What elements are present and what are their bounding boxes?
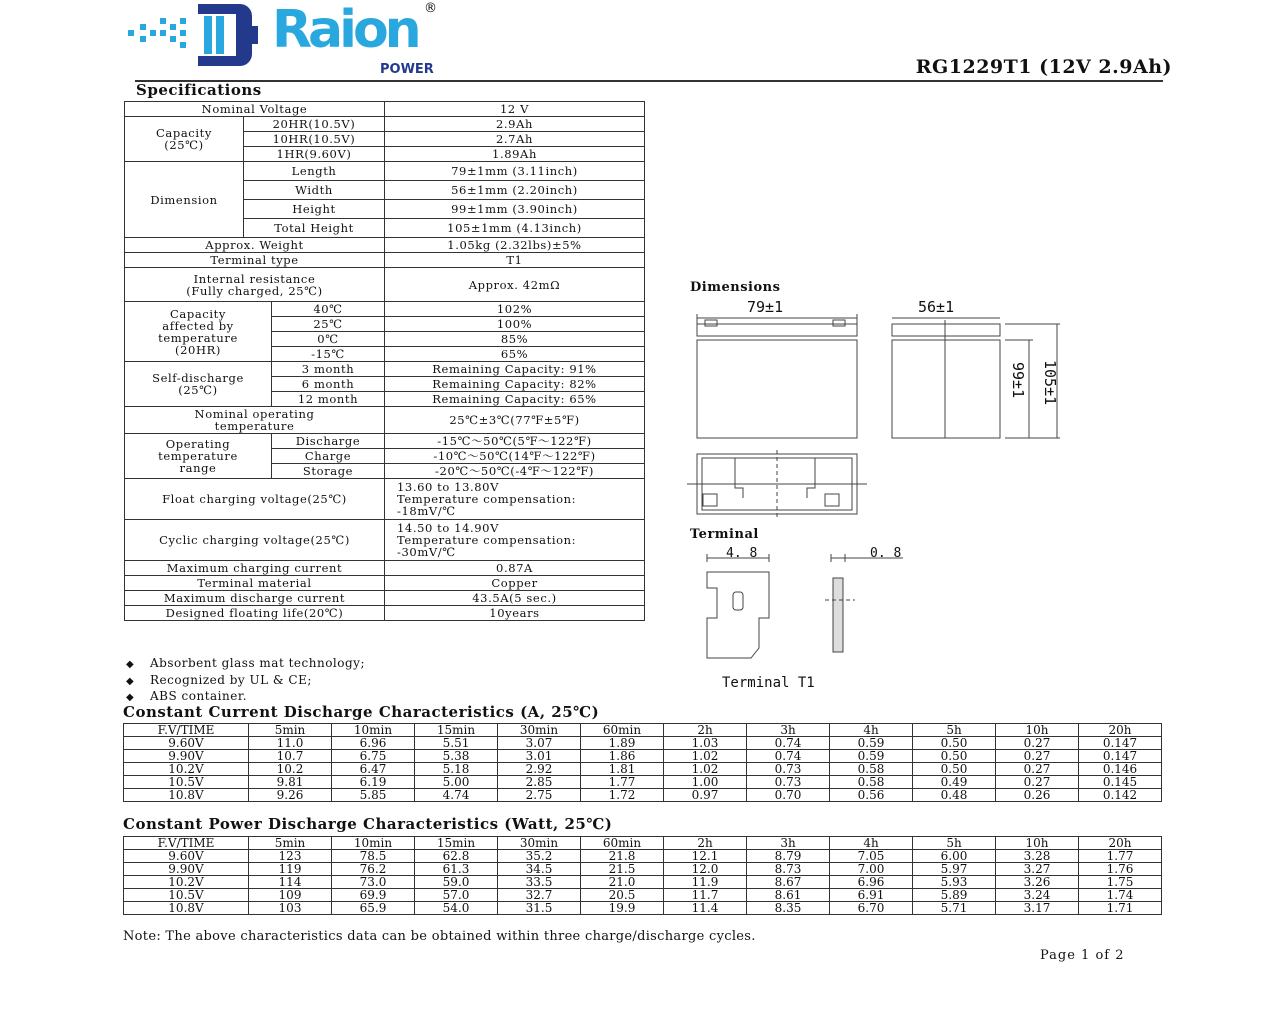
column-header: 10h	[996, 837, 1079, 850]
spec-value: 85%	[385, 332, 645, 347]
table-cell: 0.59	[830, 750, 913, 763]
table-cell: 54.0	[415, 902, 498, 915]
table-cell: 34.5	[498, 863, 581, 876]
table-cell: 0.58	[830, 763, 913, 776]
table-cell: 0.26	[996, 789, 1079, 802]
spec-label: Nominal Voltage	[125, 102, 385, 117]
spec-row	[125, 362, 645, 377]
table-cell: 0.142	[1079, 789, 1162, 802]
spec-label: Internal resistance (Fully charged, 25℃)	[125, 268, 385, 302]
spec-value: -20℃～50℃(-4℉～122℉)	[385, 464, 645, 479]
diamond-bullet-icon: ◆	[126, 692, 135, 703]
table-cell: 109	[249, 889, 332, 902]
spec-value: 1.89Ah	[385, 147, 645, 162]
column-header: 4h	[830, 837, 913, 850]
table-cell: 0.145	[1079, 776, 1162, 789]
column-header: F.V/TIME	[124, 837, 249, 850]
table-cell: 19.9	[581, 902, 664, 915]
spec-value: 10years	[385, 606, 645, 621]
spec-value: Remaining Capacity: 91%	[385, 362, 645, 377]
spec-value: 43.5A(5 sec.)	[385, 591, 645, 606]
spec-value: Remaining Capacity: 65%	[385, 392, 645, 407]
column-header: 60min	[581, 724, 664, 737]
table-cell: 3.26	[996, 876, 1079, 889]
table-cell: 0.27	[996, 763, 1079, 776]
spec-row	[125, 302, 645, 317]
column-header: 5h	[913, 724, 996, 737]
table-row	[124, 889, 1162, 902]
spec-group-label: Operating temperature range	[125, 434, 272, 479]
spec-value: 25℃±3℃(77℉±5℉)	[385, 407, 645, 434]
column-header: 3h	[747, 837, 830, 850]
table-cell: 62.8	[415, 850, 498, 863]
spec-row	[125, 561, 645, 576]
table-cell: 6.19	[332, 776, 415, 789]
table-cell: 61.3	[415, 863, 498, 876]
table-cell: 0.27	[996, 776, 1079, 789]
table-cell: 8.79	[747, 850, 830, 863]
spec-value: 105±1mm (4.13inch)	[385, 219, 645, 238]
column-header: 3h	[747, 724, 830, 737]
table-cell: 1.02	[664, 763, 747, 776]
spec-label: Approx. Weight	[125, 238, 385, 253]
table-cell: 0.50	[913, 750, 996, 763]
table-cell: 5.85	[332, 789, 415, 802]
feature-text: Absorbent glass mat technology;	[150, 656, 365, 670]
feature-text: Recognized by UL & CE;	[150, 672, 312, 687]
spec-row	[125, 434, 645, 449]
spec-label: Terminal material	[125, 576, 385, 591]
spec-value: -10℃～50℃(14℉～122℉)	[385, 449, 645, 464]
table-cell: 0.56	[830, 789, 913, 802]
spec-value: Remaining Capacity: 82%	[385, 377, 645, 392]
header-row	[124, 837, 1162, 850]
table-cell: 3.01	[498, 750, 581, 763]
spec-sub-label: Length	[244, 162, 385, 181]
spec-value: 12 V	[385, 102, 645, 117]
table-cell: 0.74	[747, 737, 830, 750]
spec-group-label: Dimension	[125, 162, 244, 238]
spec-value: -15℃～50℃(5℉～122℉)	[385, 434, 645, 449]
table-cell: 11.9	[664, 876, 747, 889]
spec-sub-label: Width	[244, 181, 385, 200]
column-header: 60min	[581, 837, 664, 850]
table-cell: 11.0	[249, 737, 332, 750]
table-cell: 0.50	[913, 763, 996, 776]
table-cell: 6.70	[830, 902, 913, 915]
length-dimension: 79±1	[747, 298, 784, 316]
spec-row	[125, 606, 645, 621]
spec-row	[125, 591, 645, 606]
table-cell: 0.147	[1079, 750, 1162, 763]
table-cell: 1.77	[1079, 850, 1162, 863]
column-header: 4h	[830, 724, 913, 737]
table-cell: 114	[249, 876, 332, 889]
table-cell: 3.28	[996, 850, 1079, 863]
table-cell: 9.60V	[124, 850, 249, 863]
spec-label: Terminal type	[125, 253, 385, 268]
column-header: 20h	[1079, 724, 1162, 737]
spec-group-label: Self-discharge (25℃)	[125, 362, 272, 407]
table-cell: 1.86	[581, 750, 664, 763]
table-cell: 0.58	[830, 776, 913, 789]
feature-list	[126, 656, 365, 706]
table-cell: 11.4	[664, 902, 747, 915]
brand-logo-sub: POWER	[380, 62, 434, 77]
column-header: 5h	[913, 837, 996, 850]
spec-value: 102%	[385, 302, 645, 317]
feature-text: ABS container.	[150, 689, 248, 703]
spec-value: Approx. 42mΩ	[385, 268, 645, 302]
table-cell: 0.27	[996, 737, 1079, 750]
table-cell: 1.71	[1079, 902, 1162, 915]
table-cell: 6.47	[332, 763, 415, 776]
table-cell: 0.146	[1079, 763, 1162, 776]
table-cell: 10.5V	[124, 776, 249, 789]
table-cell: 1.77	[581, 776, 664, 789]
table-cell: 1.03	[664, 737, 747, 750]
column-header: F.V/TIME	[124, 724, 249, 737]
spec-value: 79±1mm (3.11inch)	[385, 162, 645, 181]
table-cell: 10.2V	[124, 763, 249, 776]
power-discharge-table	[123, 836, 1162, 915]
table-cell: 1.76	[1079, 863, 1162, 876]
spec-label: Maximum discharge current	[125, 591, 385, 606]
table-cell: 0.50	[913, 737, 996, 750]
table-cell: 0.73	[747, 763, 830, 776]
table-cell: 33.5	[498, 876, 581, 889]
note-text: Note: The above characteristics data can be obtained within three charge/discharge cycles.	[123, 929, 756, 944]
spec-sub-label: Height	[244, 200, 385, 219]
table-cell: 2.85	[498, 776, 581, 789]
table-cell: 0.27	[996, 750, 1079, 763]
column-header: 15min	[415, 837, 498, 850]
table-cell: 7.00	[830, 863, 913, 876]
column-header: 30min	[498, 837, 581, 850]
spec-value: 13.60 to 13.80V Temperature compensation: -18mV/℃	[385, 479, 645, 520]
table-cell: 1.75	[1079, 876, 1162, 889]
table-cell: 9.81	[249, 776, 332, 789]
spec-sub-label: -15℃	[272, 347, 385, 362]
table-row	[124, 876, 1162, 889]
spec-value: 56±1mm (2.20inch)	[385, 181, 645, 200]
table-cell: 0.70	[747, 789, 830, 802]
spec-sub-label: 1HR(9.60V)	[244, 147, 385, 162]
table-cell: 8.35	[747, 902, 830, 915]
spec-value: T1	[385, 253, 645, 268]
table-cell: 0.59	[830, 737, 913, 750]
column-header: 5min	[249, 837, 332, 850]
spec-value: Copper	[385, 576, 645, 591]
height-dimension: 99±1	[1009, 362, 1027, 399]
table-row	[124, 776, 1162, 789]
table-cell: 5.93	[913, 876, 996, 889]
spec-row	[125, 117, 645, 132]
column-header: 2h	[664, 724, 747, 737]
spec-label: Float charging voltage(25℃)	[125, 479, 385, 520]
table-cell: 8.61	[747, 889, 830, 902]
table-cell: 12.1	[664, 850, 747, 863]
table-cell: 1.74	[1079, 889, 1162, 902]
table-row	[124, 750, 1162, 763]
table-cell: 20.5	[581, 889, 664, 902]
table-cell: 31.5	[498, 902, 581, 915]
diamond-bullet-icon: ◆	[126, 659, 135, 670]
power-discharge-title: Constant Power Discharge Characteristics (Watt, 25℃)	[123, 815, 613, 833]
table-cell: 21.5	[581, 863, 664, 876]
spec-row	[125, 238, 645, 253]
table-cell: 0.73	[747, 776, 830, 789]
spec-row	[125, 479, 645, 520]
table-cell: 1.81	[581, 763, 664, 776]
table-cell: 57.0	[415, 889, 498, 902]
table-row	[124, 902, 1162, 915]
raion-logo-icon	[126, 2, 266, 70]
header-row	[124, 724, 1162, 737]
table-cell: 5.38	[415, 750, 498, 763]
table-cell: 103	[249, 902, 332, 915]
spec-value: 99±1mm (3.90inch)	[385, 200, 645, 219]
width-dimension: 56±1	[918, 298, 955, 316]
table-cell: 8.67	[747, 876, 830, 889]
specifications-title: Specifications	[136, 81, 262, 99]
column-header: 5min	[249, 724, 332, 737]
table-cell: 2.75	[498, 789, 581, 802]
table-cell: 5.00	[415, 776, 498, 789]
table-cell: 8.73	[747, 863, 830, 876]
terminal-title: Terminal	[690, 527, 759, 542]
spec-label: Cyclic charging voltage(25℃)	[125, 520, 385, 561]
spec-sub-label: 12 month	[272, 392, 385, 407]
feature-item	[126, 656, 365, 673]
table-cell: 3.24	[996, 889, 1079, 902]
table-cell: 32.7	[498, 889, 581, 902]
spec-row	[125, 102, 645, 117]
table-cell: 6.91	[830, 889, 913, 902]
spec-sub-label: Discharge	[272, 434, 385, 449]
table-row	[124, 850, 1162, 863]
spec-sub-label: Charge	[272, 449, 385, 464]
table-cell: 123	[249, 850, 332, 863]
registered-mark: ®	[424, 1, 437, 16]
feature-item	[126, 673, 365, 690]
table-cell: 69.9	[332, 889, 415, 902]
table-cell: 5.97	[913, 863, 996, 876]
spec-value: 2.7Ah	[385, 132, 645, 147]
spec-label: Maximum charging current	[125, 561, 385, 576]
table-cell: 10.2	[249, 763, 332, 776]
header-divider	[135, 80, 1163, 82]
table-cell: 2.92	[498, 763, 581, 776]
table-cell: 9.26	[249, 789, 332, 802]
table-row	[124, 789, 1162, 802]
table-cell: 5.18	[415, 763, 498, 776]
spec-label: Nominal operating temperature	[125, 407, 385, 434]
spec-value: 2.9Ah	[385, 117, 645, 132]
table-cell: 0.74	[747, 750, 830, 763]
terminal-width-label: 4. 8	[726, 546, 758, 561]
spec-group-label: Capacity affected by temperature (20HR)	[125, 302, 272, 362]
table-cell: 3.27	[996, 863, 1079, 876]
table-cell: 119	[249, 863, 332, 876]
table-cell: 9.90V	[124, 863, 249, 876]
spec-sub-label: Total Height	[244, 219, 385, 238]
table-cell: 0.49	[913, 776, 996, 789]
table-cell: 11.7	[664, 889, 747, 902]
table-cell: 21.0	[581, 876, 664, 889]
spec-sub-label: Storage	[272, 464, 385, 479]
table-cell: 9.90V	[124, 750, 249, 763]
spec-value: 0.87A	[385, 561, 645, 576]
table-row	[124, 737, 1162, 750]
spec-row	[125, 407, 645, 434]
column-header: 30min	[498, 724, 581, 737]
table-cell: 6.75	[332, 750, 415, 763]
table-cell: 65.9	[332, 902, 415, 915]
current-discharge-title: Constant Current Discharge Characteristics (A, 25℃)	[123, 703, 600, 721]
spec-sub-label: 0℃	[272, 332, 385, 347]
page-number: Page 1 of 2	[1040, 948, 1125, 963]
table-cell: 5.51	[415, 737, 498, 750]
table-cell: 76.2	[332, 863, 415, 876]
total-height-dimension: 105±1	[1041, 360, 1059, 406]
table-cell: 0.97	[664, 789, 747, 802]
specifications-table	[124, 101, 645, 621]
spec-sub-label: 6 month	[272, 377, 385, 392]
spec-sub-label: 20HR(10.5V)	[244, 117, 385, 132]
spec-row	[125, 576, 645, 591]
column-header: 10min	[332, 724, 415, 737]
table-cell: 3.07	[498, 737, 581, 750]
table-cell: 7.05	[830, 850, 913, 863]
table-cell: 21.8	[581, 850, 664, 863]
spec-row	[125, 520, 645, 561]
diamond-bullet-icon: ◆	[126, 675, 135, 687]
table-cell: 5.71	[913, 902, 996, 915]
brand-logo-text: Raion	[272, 0, 418, 60]
spec-value: 65%	[385, 347, 645, 362]
spec-label: Designed floating life(20℃)	[125, 606, 385, 621]
dimensions-title: Dimensions	[690, 280, 781, 295]
table-cell: 1.72	[581, 789, 664, 802]
table-cell: 12.0	[664, 863, 747, 876]
table-cell: 73.0	[332, 876, 415, 889]
table-cell: 35.2	[498, 850, 581, 863]
table-cell: 10.2V	[124, 876, 249, 889]
table-cell: 5.89	[913, 889, 996, 902]
spec-row	[125, 253, 645, 268]
current-discharge-table	[123, 723, 1162, 802]
table-cell: 10.8V	[124, 789, 249, 802]
table-row	[124, 763, 1162, 776]
column-header: 10min	[332, 837, 415, 850]
table-cell: 10.8V	[124, 902, 249, 915]
spec-sub-label: 40℃	[272, 302, 385, 317]
table-cell: 0.147	[1079, 737, 1162, 750]
table-cell: 0.48	[913, 789, 996, 802]
spec-value: 100%	[385, 317, 645, 332]
battery-drawing	[685, 310, 1075, 680]
spec-row	[125, 268, 645, 302]
column-header: 2h	[664, 837, 747, 850]
table-cell: 6.96	[332, 737, 415, 750]
spec-sub-label: 3 month	[272, 362, 385, 377]
table-cell: 1.89	[581, 737, 664, 750]
column-header: 20h	[1079, 837, 1162, 850]
table-cell: 59.0	[415, 876, 498, 889]
spec-value: 1.05kg (2.32lbs)±5%	[385, 238, 645, 253]
spec-group-label: Capacity (25℃)	[125, 117, 244, 162]
table-row	[124, 863, 1162, 876]
terminal-thickness-label: 0. 8	[870, 546, 902, 561]
model-title: RG1229T1 (12V 2.9Ah)	[915, 56, 1172, 78]
spec-row	[125, 162, 645, 181]
table-cell: 6.96	[830, 876, 913, 889]
table-cell: 1.00	[664, 776, 747, 789]
table-cell: 9.60V	[124, 737, 249, 750]
table-cell: 1.02	[664, 750, 747, 763]
terminal-caption: Terminal T1	[722, 675, 815, 691]
table-cell: 78.5	[332, 850, 415, 863]
column-header: 10h	[996, 724, 1079, 737]
spec-value: 14.50 to 14.90V Temperature compensation: -30mV/℃	[385, 520, 645, 561]
table-cell: 10.7	[249, 750, 332, 763]
table-cell: 6.00	[913, 850, 996, 863]
spec-sub-label: 10HR(10.5V)	[244, 132, 385, 147]
table-cell: 3.17	[996, 902, 1079, 915]
table-cell: 4.74	[415, 789, 498, 802]
table-cell: 10.5V	[124, 889, 249, 902]
column-header: 15min	[415, 724, 498, 737]
spec-sub-label: 25℃	[272, 317, 385, 332]
